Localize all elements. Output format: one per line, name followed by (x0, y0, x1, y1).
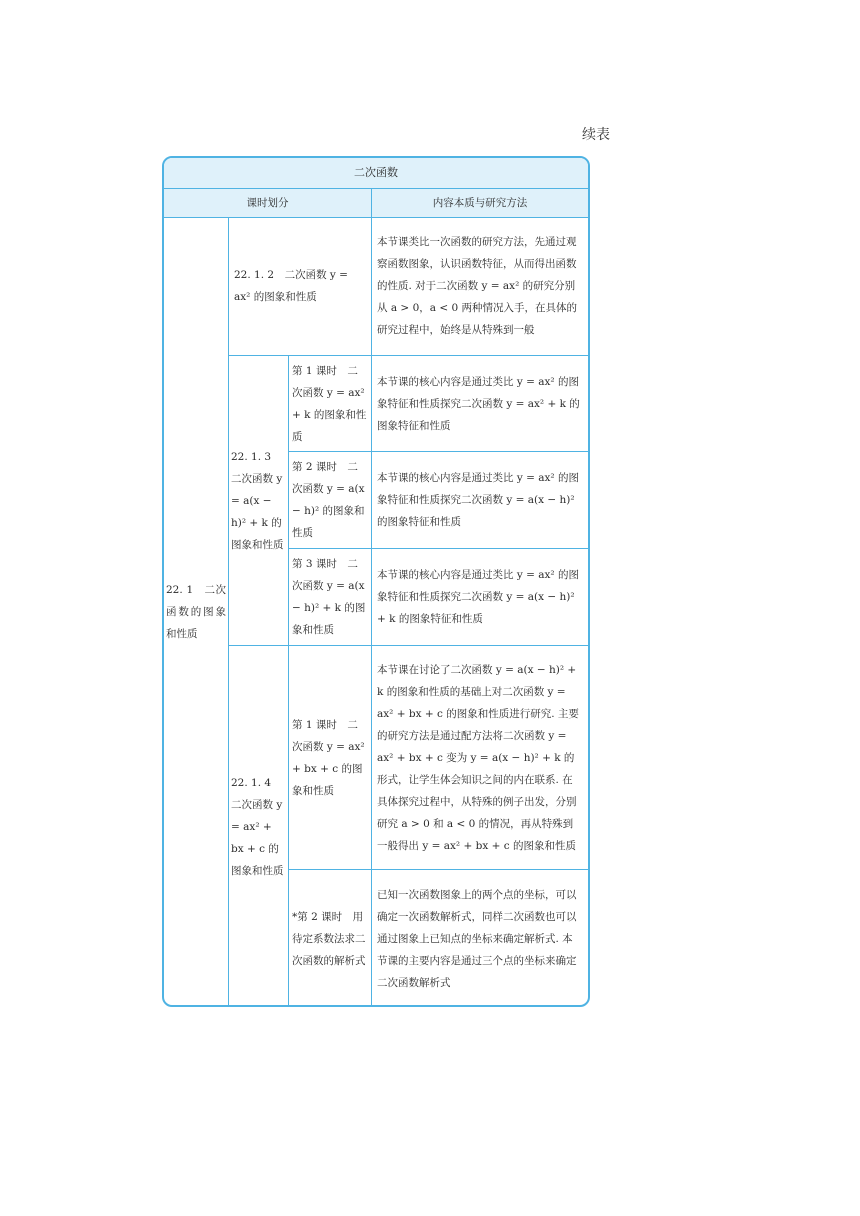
content-22-1-4-1 (372, 646, 588, 869)
content-22-1-3-3-text: 本节课的核心内容是通过类比 y = ax² 的图象特征和性质探究二次函数 y = a(x − h)² + k 的图象特征和性质 (377, 569, 579, 625)
lesson-22-1-3-2-text: 第 2 课时 二次函数 y = a(x − h)² 的图象和性质 (292, 461, 365, 539)
topic-22-1-3 (229, 356, 288, 645)
lesson-22-1-4-2 (289, 870, 371, 1007)
lesson-22-1-4-1 (289, 646, 371, 869)
content-22-1-4-1-text: 本节课在讨论了二次函数 y = a(x − h)² + k 的图象和性质的基础上对二次函数 y = ax² + bx + c 的图象和性质进行研究. 主要的研究方法是通过配方法将二次函数 y = ax² + bx + c 变为 y = a(x − h)² + k 的形式，让学生体会知识之间的内在联系. 在具体探究过程中，从特殊的例子出发，分别研究 a > 0 和 a < 0 的情况，再从特殊到一般得出 y = ax² + bx + c 的图象和性质 (377, 663, 579, 852)
lesson-22-1-4-1-text: 第 1 课时 二次函数 y = ax² + bx + c 的图象和性质 (292, 718, 365, 797)
content-22-1-2-text: 本节课类比一次函数的研究方法，先通过观察函数图象，认识函数特征，从而得出函数的性质. 对于二次函数 y = ax² 的研究分别从 a > 0，a < 0 两种情况入手，在具体的研究过程中，始终是从特殊到一般 (377, 236, 578, 336)
lesson-22-1-3-1 (289, 356, 371, 451)
topic-22-1-2 (229, 217, 371, 355)
lesson-22-1-4-2-text: *第 2 课时 用待定系数法求二次函数的解析式 (292, 910, 366, 967)
topic-22-1-3-text: 22. 1. 3 二次函数 y = a(x − h)² + k 的图象和性质 (231, 450, 284, 551)
table-title (164, 158, 588, 188)
lesson-22-1-3-3 (289, 549, 371, 645)
curriculum-table (162, 156, 590, 1007)
topic-22-1-4 (229, 646, 288, 1007)
content-22-1-4-2-text: 已知一次函数图象上的两个点的坐标，可以确定一次函数解析式，同样二次函数也可以通过图象上已知点的坐标来确定解析式. 本节课的主要内容是通过三个点的坐标来确定二次函数解析式 (377, 888, 577, 989)
lesson-22-1-3-3-text: 第 3 课时 二次函数 y = a(x − h)² + k 的图象和性质 (292, 558, 366, 636)
col-header-lessons (164, 188, 371, 217)
col-header-lessons-text: 课时划分 (246, 196, 289, 209)
content-22-1-3-3 (372, 549, 588, 645)
content-22-1-3-1-text: 本节课的核心内容是通过类比 y = ax² 的图象特征和性质探究二次函数 y = ax² + k 的图象特征和性质 (377, 375, 580, 432)
continued-note: 续表 (582, 127, 610, 143)
content-22-1-3-1 (372, 356, 588, 451)
topic-22-1-4-text: 22. 1. 4 二次函数 y = ax² + bx + c 的图象和性质 (231, 776, 284, 877)
table-title-text: 二次函数 (354, 166, 398, 179)
content-22-1-3-2 (372, 452, 588, 548)
lesson-22-1-3-2 (289, 452, 371, 548)
section-text: 22. 1 二次函数的图象和性质 (166, 584, 226, 640)
col-header-content (372, 188, 588, 217)
topic-22-1-2-text: 22. 1. 2 二次函数 y = ax² 的图象和性质 (234, 269, 348, 303)
content-22-1-3-2-text: 本节课的核心内容是通过类比 y = ax² 的图象特征和性质探究二次函数 y = a(x − h)² 的图象特征和性质 (377, 472, 579, 528)
section-cell (164, 217, 228, 1007)
lesson-22-1-3-1-text: 第 1 课时 二次函数 y = ax² + k 的图象和性质 (292, 364, 367, 443)
content-22-1-4-2 (372, 870, 588, 1007)
content-22-1-2 (372, 217, 588, 355)
col-header-content-text: 内容本质与研究方法 (432, 196, 528, 209)
